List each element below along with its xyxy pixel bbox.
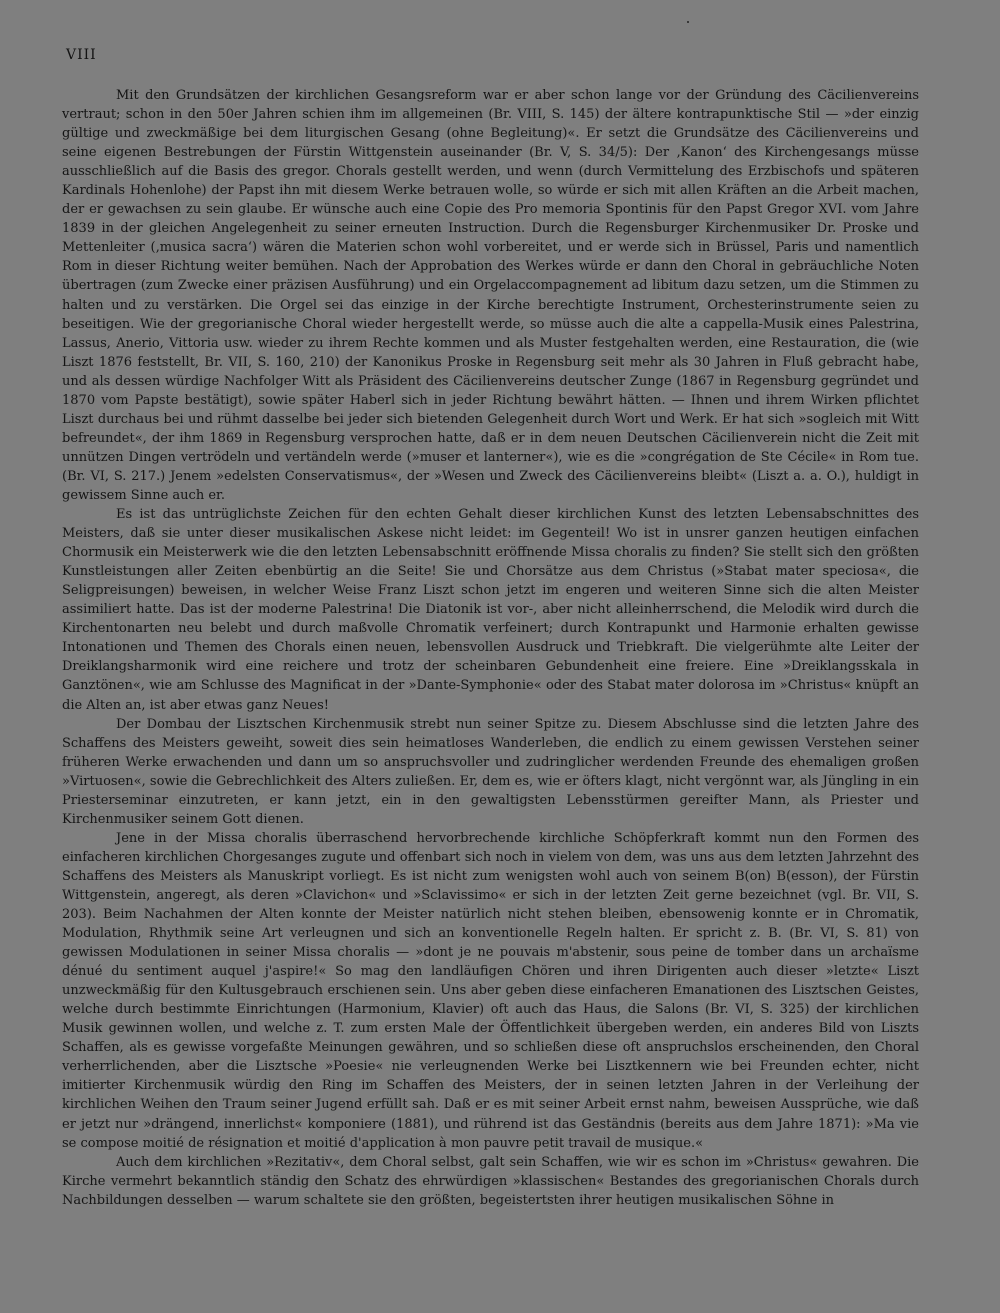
body-text xyxy=(62,86,919,1210)
paragraph: Mit den Grundsätzen der kirchlichen Gesangsreform war er aber schon lange vor der Gründung des Cäcilienvereins vertraut; schon in den 50er Jahren schien ihm im allgemeinen (Br. VIII, S. 145) der ältere kontrapunktische Stil — »der einzig gültige und zweckmäßige bei dem liturgischen Gesang (ohne Begleitung)«. Er setzt die Grundsätze des Cäcilienvereins und seine eigenen Bestrebungen der Fürstin Wittgenstein auseinander (Br. V, S. 34/5): Der ‚Kanon‘ des Kirchengesangs müsse ausschließlich auf die Basis des gregor. Chorals gestellt werden, und wenn (durch Vermittelung des Erzbischofs und späteren Kardinals Hohenlohe) der Papst ihn mit diesem Werke betrauen wolle, so würde er sich mit allen Kräften an die Arbeit machen, der er gewachsen zu sein glaube. Er wünsche auch eine Copie des Pro memoria Spontinis für den Papst Gregor XVI. vom Jahre 1839 in der gleichen Angelegenheit zu seiner erneuten Instruction. Durch die Regensburger Kirchenmusiker Dr. Proske und Mettenleiter (‚musica sacra‘) wären die Materien schon wohl vorbereitet, und er werde sich in Brüssel, Paris und namentlich Rom in dieser Richtung weiter bemühen. Nach der Approbation des Werkes würde er dann den Choral in gebräuchliche Noten übertragen (zum Zwecke einer präzisen Ausführung) und ein Orgelaccompagnement ad libitum dazu setzen, um die Stimmen zu halten und zu verstärken. Die Orgel sei das einzige in der Kirche berechtigte Instrument, Orchesterinstrumente seien zu beseitigen. Wie der gregorianische Choral wieder hergestellt werde, so müsse auch die alte a cappella-Musik eines Palestrina, Lassus, Anerio, Vittoria usw. wieder zu ihrem Rechte kommen und als Muster festgehalten werden, eine Restauration, die (wie Liszt 1876 feststellt, Br. VII, S. 160, 210) der Kanonikus Proske in Regensburg seit mehr als 30 Jahren in Fluß gebracht habe, und als dessen würdige Nachfolger Witt als Präsident des Cäcilienvereins deutscher Zunge (1867 in Regensburg gegründet und 1870 vom Papste bestätigt), sowie später Haberl sich in jeder Richtung bewährt hätten. — Ihnen und ihrem Wirken pflichtet Liszt durchaus bei und rühmt dasselbe bei jeder sich bietenden Gelegenheit durch Wort und Werk. Er hat sich »sogleich mit Witt befreundet«, der ihm 1869 in Regensburg versprochen hatte, daß er in dem neuen Deutschen Cäcilienverein nicht die Zeit mit unnützen Dingen vertrödeln und vertändeln werde (»muser et lanterner«), wie es die »congrégation de Ste Cécile« in Rom tue. (Br. VI, S. 217.) Jenem »edelsten Conservatismus«, der »Wesen und Zweck des Cäcilienvereins bleibt« (Liszt a. a. O.), huldigt in gewissem Sinne auch er. xyxy=(62,88,919,503)
paragraph: Es ist das untrüglichste Zeichen für den echten Gehalt dieser kirchlichen Kunst des letzten Lebensabschnittes des Meisters, daß sie unter dieser musikalischen Askese nicht leidet: im Gegenteil! Wo ist in unsrer ganzen heutigen einfachen Chormusik ein Meisterwerk wie die den letzten Lebensabschnitt eröffnende Missa choralis zu finden? Sie stellt sich den größten Kunstleistungen aller Zeiten ebenbürtig an die Seite! Sie und Chorsätze aus dem Christus (»Stabat mater speciosa«, die Seligpreisungen) beweisen, in welcher Weise Franz Liszt schon jetzt im engeren und weiteren Sinne sich die alten Meister assimiliert hatte. Das ist der moderne Palestrina! Die Diatonik ist vor-, aber nicht alleinherrschend, die Melodik wird durch die Kirchentonarten neu belebt und durch maßvolle Chromatik verfeinert; durch Kontrapunkt und Harmonie erhalten gewisse Intonationen und Themen des Chorals einen neuen, lebensvollen Ausdruck und Triebkraft. Die vielgerühmte alte Leiter der Dreiklangsharmonik wird eine reichere und trotz der scheinbaren Gebundenheit eine freiere. Eine »Dreiklangsskala in Ganztönen«, wie am Schlusse des Magnificat in der »Dante-Symphonie« oder des Stabat mater dolorosa im »Christus« knüpft an die Alten an, ist aber etwas ganz Neues! xyxy=(62,507,919,713)
page-number: VIII xyxy=(66,47,97,63)
paragraph: Jene in der Missa choralis überraschend hervorbrechende kirchliche Schöpferkraft kommt nun den Formen des einfacheren kirchlichen Chorgesanges zugute und offenbart sich noch in vielem von dem, was uns aus dem letzten Jahrzehnt des Schaffens des Meisters als Manuskript vorliegt. Es ist nicht zum wenigsten wohl auch von seinem B(on) B(esson), der Fürstin Wittgenstein, angeregt, als deren »Clavichon« und »Sclavissimo« er sich in der letzten Zeit gerne bezeichnet (vgl. Br. VII, S. 203). Beim Nachahmen der Alten konnte der Meister natürlich nicht stehen bleiben, ebensowenig konnte er in Chromatik, Modulation, Rhythmik seine Art verleugnen und sich an konventionelle Regeln halten. Er spricht z. B. (Br. VI, S. 81) von gewissen Modulationen in seiner Missa choralis — »dont je ne pouvais m'abstenir, sous peine de tomber dans un archaïsme dénué du sentiment auquel j'aspire!« So mag den landläufigen Chören und ihren Dirigenten auch dieser »letzte« Liszt unzweckmäßig für den Kultusgebrauch erschienen sein. Uns aber geben diese einfacheren Emanationen des Lisztschen Geistes, welche durch bestimmte Einrichtungen (Harmonium, Klavier) oft auch das Haus, die Salons (Br. VI, S. 325) der kirchlichen Musik gewinnen wollen, und welche z. T. zum ersten Male der Öffentlichkeit übergeben werden, ein anderes Bild von Liszts Schaffen, als es gewisse vorgefaßte Meinungen gewähren, und so schließen diese oft anspruchslos erscheinenden, den Choral verherrlichenden, aber die Lisztsche »Poesie« nie verleugnenden Werke bei Lisztkennern wie bei Freunden echter, nicht imitierter Kirchenmusik würdig den Ring im Schaffen des Meisters, der in seinen letzten Jahren in der Verleihung der kirchlichen Weihen den Traum seiner Jugend erfüllt sah. Daß er es mit seiner Arbeit ernst nahm, beweisen Aussprüche, wie daß er jetzt nur »drängend, innerlichst« komponiere (1881), und rührend ist das Geständnis (bereits aus dem Jahre 1871): »Ma vie se compose moitié de résignation et moitié d'application à mon pauvre petit travail de musique.« xyxy=(62,830,919,1151)
paragraph: Der Dombau der Lisztschen Kirchenmusik strebt nun seiner Spitze zu. Diesem Abschlusse sind die letzten Jahre des Schaffens des Meisters geweiht, soweit dies sein heimatloses Wanderleben, die endlich zu einem gewissen Verstehen seiner früheren Werke erwachenden und dann um so anspruchsvoller und zudringlicher werdenden Freunde des ehemaligen großen »Virtuosen«, sowie die Gebrechlichkeit des Alters zuließen. Er, dem es, wie er öfters klagt, nicht vergönnt war, als Jüngling in ein Priesterseminar einzutreten, er kann jetzt, ein in den gewaltigsten Lebensstürmen gereifter Mann, als Priester und Kirchenmusiker seinem Gott dienen. xyxy=(62,716,919,827)
paragraph: Auch dem kirchlichen »Rezitativ«, dem Choral selbst, galt sein Schaffen, wie wir es schon im »Christus« gewahren. Die Kirche vermehrt bekanntlich ständig den Schatz des ehrwürdigen »klassischen« Bestandes des gregorianischen Chorals durch Nachbildungen desselben — warum schaltete sie den größten, begeistertsten ihrer heutigen musikalischen Söhne in xyxy=(62,1154,919,1208)
print-speck xyxy=(687,21,689,23)
